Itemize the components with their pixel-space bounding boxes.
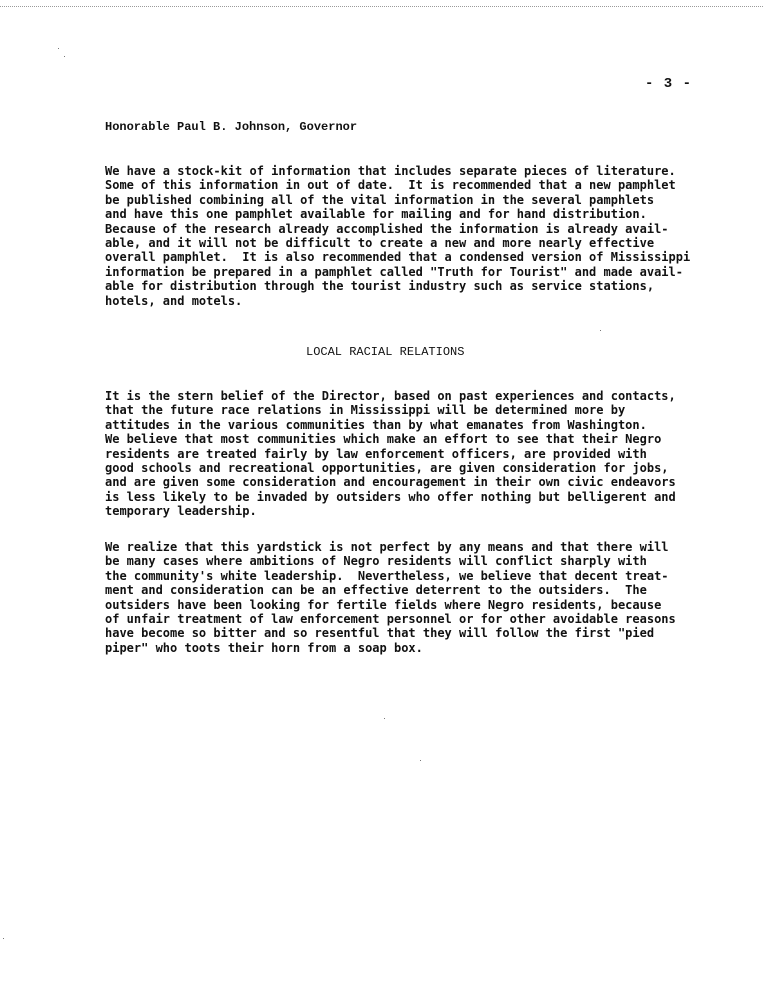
scan-speck (3, 938, 4, 939)
scan-speck (600, 330, 601, 331)
page-number: - 3 - (645, 76, 693, 92)
paragraph-pamphlet: We have a stock-kit of information that includes separate pieces of literature. Some of this information in out of date. It is recommended that a new pamphlet be published combining all of the vital information in the several pamphlets and have this one pamphlet available for mailing and for hand distribution. Because of the research already accomplished the information is already avail- able, and it will not be difficult to create a new and more nearly effective overall pamphlet. It is also recommended that a condensed version of Mississippi information be prepared in a pamphlet called "Truth for Tourist" and made avail- able for distribution through the tourist industry such as service stations, hotels, and motels. (105, 164, 691, 308)
scan-speck (64, 56, 65, 57)
paragraph-yardstick: We realize that this yardstick is not perfect by any means and that there will be many cases where ambitions of Negro residents will conflict sharply with the community's white leadership. Nevertheless, we believe that decent treat- ment and consideration can be an effective deterrent to the outsiders. The outsiders have been looking for fertile fields where Negro residents, because of unfair treatment of law enforcement personnel or for other avoidable reasons have become so bitter and so resentful that they will follow the first "pied piper" who toots their horn from a soap box. (105, 540, 676, 655)
page-top-edge (0, 0, 763, 7)
scan-speck (384, 718, 385, 719)
paragraph-local-relations: It is the stern belief of the Director, based on past experiences and contacts, that the future race relations in Mississippi will be determined more by attitudes in the various communities than by what emanates from Washington. We believe that most communities which make an effort to see that their Negro residents are treated fairly by law enforcement officers, are provided with good schools and recreational opportunities, are given consideration for jobs, and are given some consideration and encouragement in their own civic endeavors is less likely to be invaded by outsiders who offer nothing but belligerent and temporary leadership. (105, 389, 676, 519)
addressee-line: Honorable Paul B. Johnson, Governor (105, 120, 358, 134)
scan-speck (58, 48, 59, 49)
scan-speck (420, 760, 421, 761)
section-heading: LOCAL RACIAL RELATIONS (306, 345, 465, 359)
